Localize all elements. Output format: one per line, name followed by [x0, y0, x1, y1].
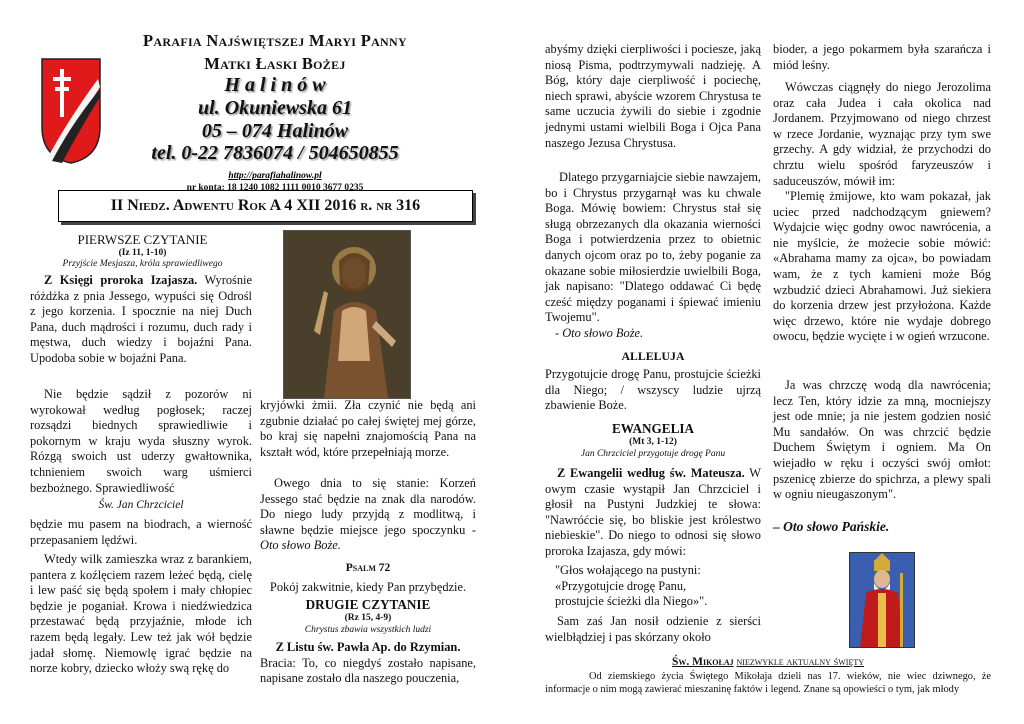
gospel-text-4: Wówczas ciągnęły do niego Jerozolima oraz cała Judea i cała okolica nad Jordanem. Przyjmowano od niego chrzest w rzece Jordanie, wyznając przy tym swe grzechy. A gdy widział, że przychodzi do chrztu wielu spośród faryzeuszów i saduceuszów, mówił im:: [773, 80, 991, 188]
parish-phone: tel. 0-22 7836074 / 504650855: [151, 142, 399, 164]
issue-title: II Niedz. Adwentu Rok A 4 XII 2016 r. nr 316: [110, 197, 421, 214]
psalm-refrain: Pokój zakwitnie, kiedy Pan przybędzie.: [269, 580, 467, 594]
bank-account: nr konta: 18 1240 1082 1111 0010 3677 0235: [186, 183, 364, 193]
gospel-quote: "Głos wołającego na pustyni: «Przygotujcie drogę Panu, prostujcie ścieżki dla Niego»".: [555, 563, 708, 609]
second-reading-subtitle: Chrystus zbawia wszystkich ludzi: [304, 625, 432, 635]
parish-town: H a l i n ó w: [224, 74, 326, 96]
first-reading-text: Z Księgi proroka Izajasza. Wyrośnie różdżka z pnia Jessego, wypuści się Odrośl z jego korzenia. I spocznie na niej Duch Pana, duch mądrości i rozumu, duch rady i męstwa, duch wiedzy i bojaźni Pana. Upodoba sobie w bojaźni Pana.: [30, 273, 252, 365]
first-reading-text-3: będzie mu pasem na biodrach, a wierność przepasaniem lędźwi.: [30, 517, 252, 547]
first-reading-text-5: kryjówki żmii. Zła czynić nie będą ani zgubnie działać po całej świętej mej górze, bo kraj się napełni znajomością Pana na kształt wód, które przepełniają morze.: [260, 398, 476, 459]
saint-nicholas-image: [849, 552, 915, 648]
first-reading-ref: (Iz 11, 1-10): [118, 248, 167, 258]
gospel-text-5: "Plemię żmijowe, kto wam pokazał, jak uciec przed nadchodzącym gniewem? Wydajcie więc godny owoc nawrócenia, a nie myślcie, że możecie sobie mówić: «Abrahama mamy za ojca», bo powiadam wam, że z tych kamieni może Bóg wzbudzić dzieci Abrahamowi. Już siekiera do korzenia drzew jest przyłożona. Każde więc drzewo, które nie wydaje dobrego owocu, będzie wycięte i w ogień wrzucone.: [773, 189, 991, 344]
first-reading-text-2: Nie będzie sądził z pozorów ni wyrokował według pogłosek; raczej rozsądzi biednych sprawiedliwie i pokornym w kraju wyda słuszny wyrok. Rózgą swoich ust uderzy gwałtownika, tchnieniem swoich warg uśmierci bezbożnego. Sprawiedliwość: [30, 387, 252, 495]
nicholas-title: Św. Mikołaj niezwykle aktualny święty: [671, 656, 865, 668]
john-the-baptist-icon: [284, 231, 410, 398]
gospel-ref: (Mt 3, 1-12): [629, 437, 677, 447]
psalm-heading: Psalm 72: [345, 562, 391, 574]
parish-dedication: Matki Łaski Bożej: [204, 54, 346, 73]
first-reading-text-6: Owego dnia to się stanie: Korzeń Jessego stać będzie na znak dla narodów. Do niego ludy przyjdą z modlitwą, i sławne będzie miejsce jego spoczynku - Oto słowo Boże.: [260, 476, 476, 553]
first-reading-subtitle: Przyjście Mesjasza, króla sprawiedliwego: [62, 259, 223, 269]
second-reading-text-3: Dlatego przygarniajcie siebie nawzajem, bo i Chrystus przygarnął was ku chwale Boga. Mówię bowiem: Chrystus stał się sługą obrzezanych dla okazania wierności Boga i potwierdzenia przez to obietnic danych ojcom oraz po to, żeby poganie za okazane sobie miłosierdzie uwielbili Boga, jak napisano: "Dlatego oddawać Ci będę cześć między poganami i śpiewać imieniu Twojemu".: [545, 170, 761, 325]
parish-postcode: 05 – 074 Halinów: [201, 120, 349, 142]
second-reading-end: - Oto słowo Boże.: [555, 326, 644, 340]
image-caption: Św. Jan Chrzciciel: [98, 499, 184, 511]
parish-website-link[interactable]: http://parafiahalinow.pl: [228, 171, 322, 181]
gospel-text-6: Ja was chrzczę wodą dla nawrócenia; lecz Ten, który idzie za mną, mocniejszy jest ode mnie; ja nie jestem godzien nosić Mu sandałów. On was chrzcić będzie Duchem Świętym i ogniem. Ma On wiejadło w ręku i oczyści swój omłot: pszenicę zbierze do spichrza, a plewy spali w ogniu nieugaszonym".: [773, 378, 991, 502]
gospel-end: – Oto słowo Pańskie.: [773, 519, 890, 534]
parish-street: ul. Okuniewska 61: [198, 97, 352, 119]
parish-name: Parafia Najświętszej Maryi Panny: [143, 31, 407, 50]
gospel-heading: EWANGELIA: [611, 421, 695, 436]
first-reading-heading: PIERWSZE CZYTANIE: [77, 232, 208, 247]
second-reading-ref: (Rz 15, 4-9): [344, 613, 392, 623]
second-reading-text-2: abyśmy dzięki cierpliwości i pociesze, jaką niosą Pisma, podtrzymywali nadzieję. A Bóg, który daje cierpliwość i pociechę, niech sprawi, abyście wzorem Chrystusa te same uczucia żywili do siebie i zgodnie jednymi ustami wielbili Boga i Ojca Pana naszego Jezusa Chrystusa.: [545, 42, 761, 150]
gospel-text: Z Ewangelii według św. Mateusza. W owym czasie wystąpił Jan Chrzciciel i głosił na Pustyni Judzkiej te słowa: "Nawróćcie się, bo bliskie jest królestwo niebieskie". Do niego to odnosi się słowo proroka Izajasza, gdy mówi:: [545, 466, 761, 558]
second-reading-text: Z Listu św. Pawła Ap. do Rzymian. Bracia: To, co niegdyś zostało napisane, napisane zostało dla naszego pouczenia,: [260, 640, 476, 686]
second-reading-heading: DRUGIE CZYTANIE: [305, 597, 431, 612]
issue-title-box: [58, 190, 473, 222]
gospel-text-2: Sam zaś Jan nosił odzienie z sierści wielbłądziej i pas skórzany około: [545, 614, 761, 644]
nicholas-text: Od ziemskiego życia Świętego Mikołaja dzieli nas 17. wieków, nie wiec dziwnego, że informacje o nim mogą zawierać mieszaninę faktów i legend. Znane są opowieści o tym, jak młody: [545, 671, 991, 695]
first-reading-text-4: Wtedy wilk zamieszka wraz z barankiem, pantera z koźlęciem razem leżeć będą, cielę i lew paść się będą społem i mały chłopiec będzie je poganiał. Krowa i niedźwiedzica przestawać będą przyjaźnie, młode ich razem będą legały. Lew też jak wół będzie jadał słomę. Niemowlę igrać będzie na norze kobry, dziecko włoży swą rękę do: [30, 552, 252, 676]
gospel-text-3: bioder, a jego pokarmem była szarańcza i miód leśny.: [773, 42, 991, 72]
saint-nicholas-icon: [850, 553, 914, 647]
alleluia-heading: ALLELUJA: [621, 349, 685, 363]
gospel-subtitle: Jan Chrzciciel przygotuje drogę Panu: [580, 449, 726, 459]
alleluia-text: Przygotujcie drogę Panu, prostujcie ścieżki dla Niego; / wszyscy ludzie ujrzą zbawienie Boże.: [545, 367, 761, 413]
john-the-baptist-image: [283, 230, 411, 399]
